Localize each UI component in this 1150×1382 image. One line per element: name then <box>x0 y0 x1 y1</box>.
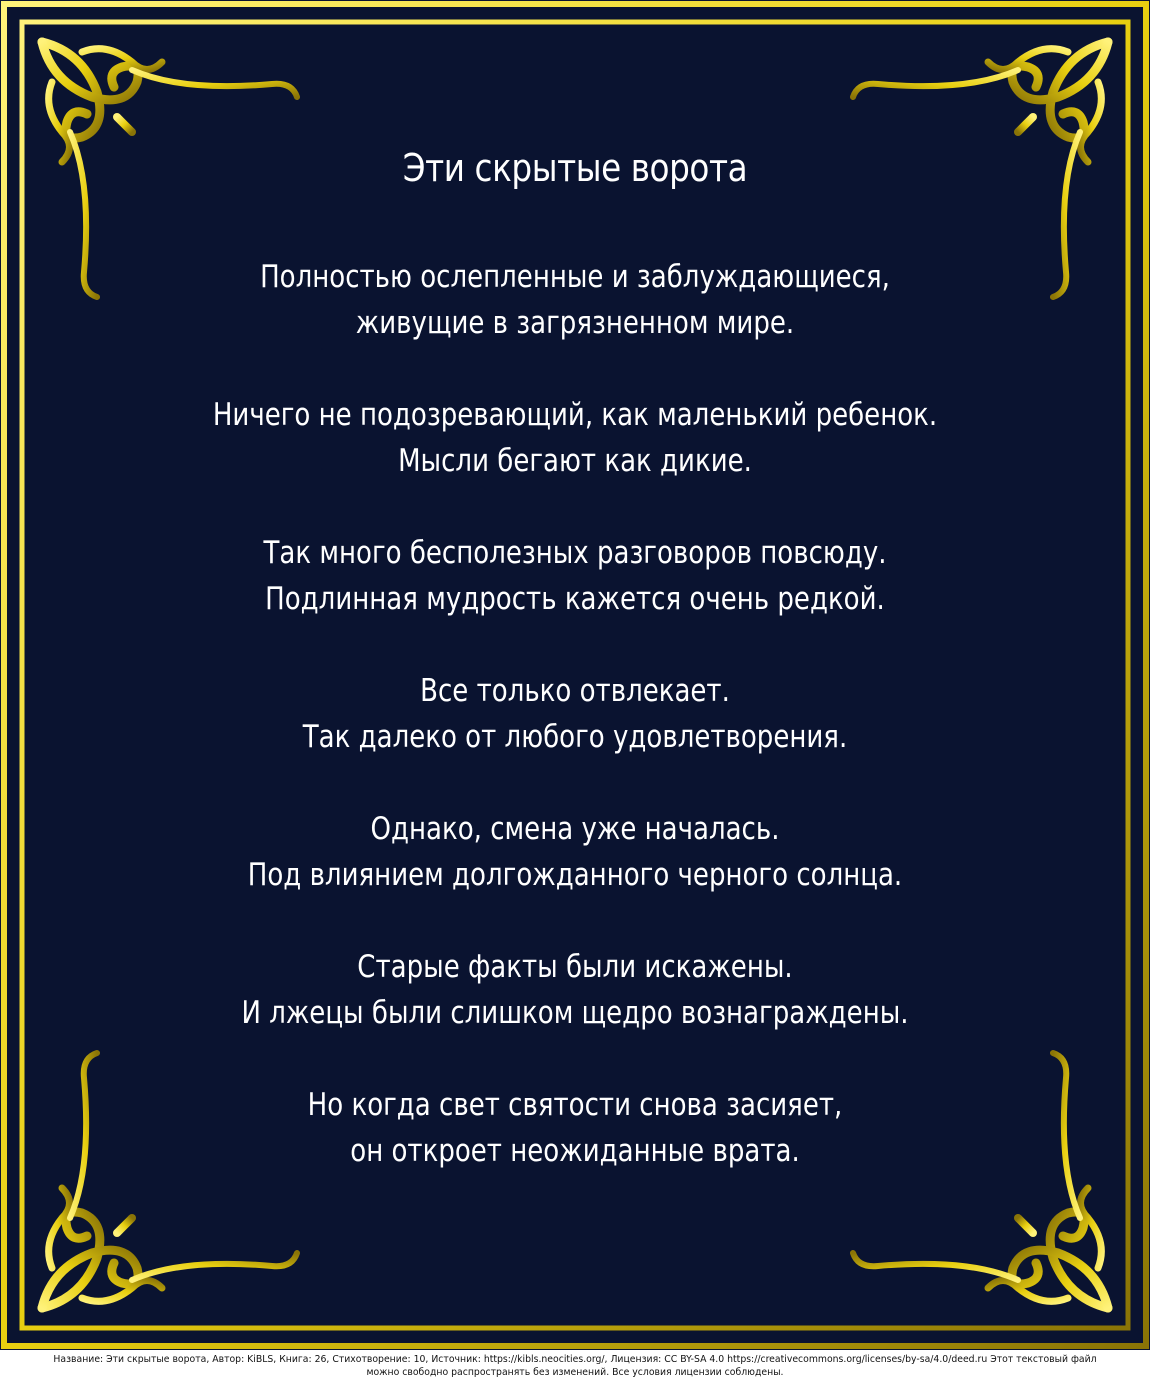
poem-line: Так далеко от любого удовлетворения. <box>302 719 848 755</box>
license-line: Название: Эти скрытые ворота, Автор: KiBLS, Книга: 26, Стихотворение: 10, Источник: https://kibls.neocities.org/, Лицензия: CC BY-SA 4.0 https://creativecommons.org/licenses/by-sa/4.0/deed.ru Этот текстовый файл <box>53 1354 1097 1365</box>
poem-line: Полностью ослепленные и заблуждающиеся, <box>260 259 890 295</box>
stanza <box>92 1082 1058 1174</box>
poem-line: Старые факты были искажены. <box>357 949 793 985</box>
poem-line: он откроет неожиданные врата. <box>350 1133 800 1169</box>
poem-line: Все только отвлекает. <box>420 673 730 709</box>
poem-line: Мысли бегают как дикие. <box>398 443 752 479</box>
stanza <box>92 392 1058 484</box>
stanza <box>92 530 1058 622</box>
poem-line: И лжецы были слишком щедро вознаграждены. <box>241 995 909 1031</box>
poem-title: Эти скрытые ворота <box>402 146 748 190</box>
license-line: можно свободно распространять без изменений. Все условия лицензии соблюдены. <box>366 1367 784 1378</box>
poem-line: Под влиянием долгожданного черного солнца. <box>247 857 903 893</box>
poem-line: живущие в загрязненном мире. <box>355 305 795 341</box>
poem-line: Однако, смена уже началась. <box>370 811 780 847</box>
stanza <box>92 254 1058 346</box>
poem-line: Ничего не подозревающий, как маленький ребенок. <box>212 397 938 433</box>
stanza <box>92 806 1058 898</box>
poem-line: Подлинная мудрость кажется очень редкой. <box>265 581 885 617</box>
license-footer <box>0 1350 1150 1382</box>
stanza <box>92 668 1058 760</box>
stanza <box>92 944 1058 1036</box>
poem-line: Но когда свет святости снова засияет, <box>307 1087 843 1123</box>
poem-body <box>92 254 1058 1220</box>
poem-line: Так много бесполезных разговоров повсюду. <box>263 535 887 571</box>
